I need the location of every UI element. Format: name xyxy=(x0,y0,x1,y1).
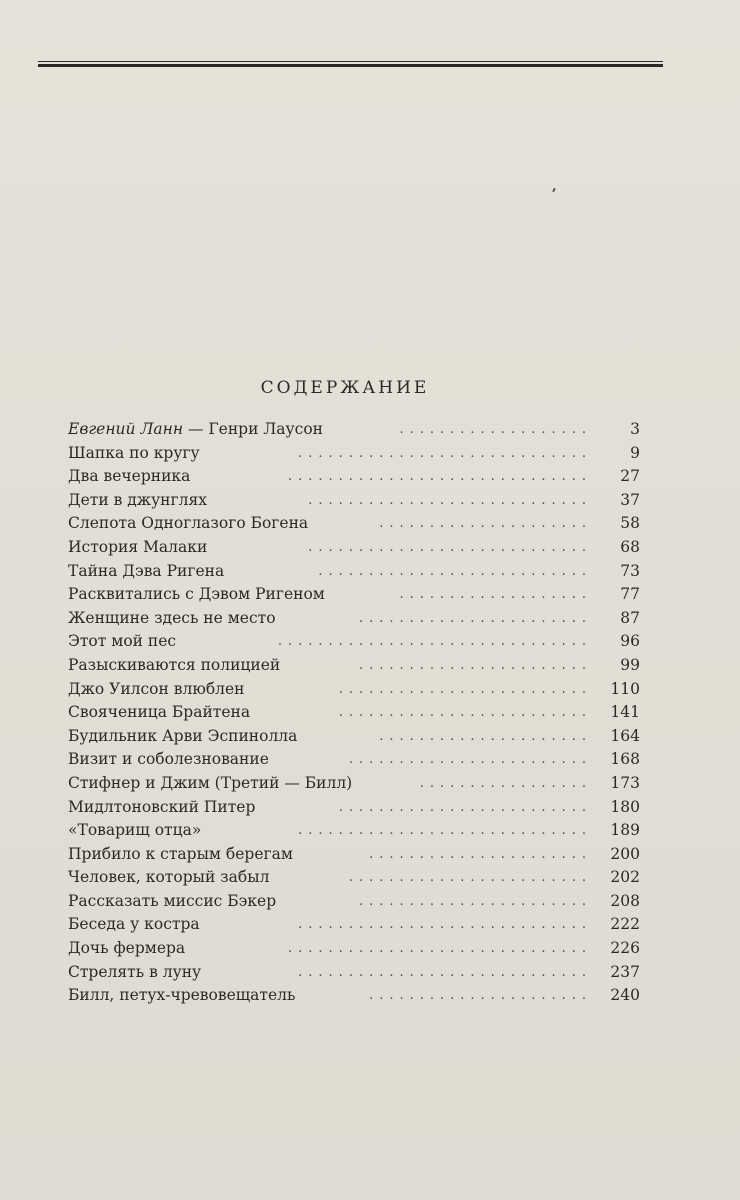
toc-entry-title xyxy=(68,701,250,725)
toc-leader-dots: ..................... xyxy=(379,516,592,532)
toc-entry-title xyxy=(68,819,201,843)
toc-entry-title-text: Стифнер и Джим (Третий — Билл) xyxy=(68,773,353,792)
toc-leader-dots: ............................... xyxy=(277,634,592,650)
toc-entry xyxy=(68,890,640,914)
toc-entry-page-number: 200 xyxy=(610,844,640,863)
toc-entry-page-number: 226 xyxy=(610,939,640,958)
toc-entry xyxy=(68,465,640,489)
toc-entry-page-number: 27 xyxy=(620,467,640,486)
toc-leader-dots: ............................ xyxy=(308,492,592,508)
toc-entry-title xyxy=(68,654,280,678)
table-of-contents xyxy=(68,418,640,1008)
toc-entry xyxy=(68,654,640,678)
toc-leader-dots: ....................... xyxy=(358,893,592,909)
toc-entry-page-number: 208 xyxy=(610,891,640,910)
toc-entry-title xyxy=(68,913,200,937)
toc-entry-title xyxy=(68,418,323,442)
toc-entry-page-number: 168 xyxy=(610,750,640,769)
toc-entry-title xyxy=(68,725,297,749)
toc-leader-dots: ...................... xyxy=(369,988,592,1004)
toc-entry-title-text: Беседа у костра xyxy=(68,915,200,934)
top-rule-thick xyxy=(38,64,663,67)
toc-entry-title xyxy=(68,984,295,1008)
toc-leader-dots: ........................... xyxy=(318,563,592,579)
toc-entry xyxy=(68,937,640,961)
toc-entry-title xyxy=(68,843,293,867)
toc-entry-page-number: 87 xyxy=(620,608,640,627)
toc-entry-title-text: Рассказать миссис Бэкер xyxy=(68,891,277,910)
toc-entry-author: Евгений Ланн xyxy=(68,420,184,438)
toc-entry-title xyxy=(68,678,245,702)
toc-entry-title-text: Джо Уилсон влюблен xyxy=(68,679,245,698)
toc-entry-title xyxy=(68,536,207,560)
toc-entry-title-text: Шапка по кругу xyxy=(68,443,200,462)
toc-entry-title-text: История Малаки xyxy=(68,537,208,556)
toc-entry-title xyxy=(68,560,224,584)
toc-entry xyxy=(68,418,640,442)
top-rule-thin xyxy=(38,61,663,62)
toc-leader-dots: ..................... xyxy=(379,728,592,744)
toc-entry xyxy=(68,961,640,985)
toc-leader-dots: ............................ xyxy=(308,539,592,555)
toc-entry-title-text: Генри Лаусон xyxy=(208,420,323,438)
toc-entry-page-number: 99 xyxy=(620,655,640,674)
toc-entry xyxy=(68,796,640,820)
toc-entry xyxy=(68,512,640,536)
toc-entry-page-number: 237 xyxy=(610,962,640,981)
toc-entry xyxy=(68,701,640,725)
toc-entry-title xyxy=(68,489,207,513)
toc-entry-title-text: Дети в джунглях xyxy=(68,490,208,509)
toc-entry-title-text: Прибило к старым берегам xyxy=(68,844,293,863)
toc-entry-title xyxy=(68,630,176,654)
toc-entry xyxy=(68,560,640,584)
toc-entry-title-text: Человек, который забыл xyxy=(68,868,270,887)
toc-entry-title-text: Слепота Одноглазого Богена xyxy=(68,514,309,533)
toc-leader-dots: .............................. xyxy=(288,469,592,485)
toc-entry xyxy=(68,583,640,607)
toc-entry xyxy=(68,866,640,890)
toc-entry-title xyxy=(68,748,269,772)
toc-entry-title-text: Женщине здесь не место xyxy=(68,608,276,627)
toc-entry-title-text: Этот мой пес xyxy=(68,632,177,651)
toc-entry xyxy=(68,984,640,1008)
toc-entry-title xyxy=(68,607,276,631)
toc-entry-page-number: 141 xyxy=(610,703,640,722)
toc-entry-title xyxy=(68,512,308,536)
toc-leader-dots: ........................ xyxy=(348,752,592,768)
toc-entry xyxy=(68,725,640,749)
toc-entry-title xyxy=(68,796,255,820)
toc-leader-dots: .............................. xyxy=(288,941,592,957)
toc-entry-page-number: 173 xyxy=(610,773,640,792)
toc-entry-title xyxy=(68,890,276,914)
toc-entry-page-number: 96 xyxy=(620,632,640,651)
toc-leader-dots: ....................... xyxy=(358,610,592,626)
toc-leader-dots: ................... xyxy=(399,422,592,437)
toc-entry-page-number: 37 xyxy=(620,490,640,509)
toc-entry-page-number: 240 xyxy=(610,986,640,1005)
toc-leader-dots: ....................... xyxy=(358,657,592,673)
toc-entry-page-number: 73 xyxy=(620,561,640,580)
toc-entry xyxy=(68,536,640,560)
toc-entry xyxy=(68,607,640,631)
toc-entry-title xyxy=(68,583,325,607)
toc-entry-page-number: 222 xyxy=(610,915,640,934)
toc-entry-page-number: 77 xyxy=(620,585,640,604)
toc-leader-dots: ......................... xyxy=(338,681,592,697)
toc-entry-page-number: 180 xyxy=(610,797,640,816)
toc-entry-title-text: Стрелять в луну xyxy=(68,962,202,981)
toc-entry xyxy=(68,819,640,843)
toc-entry-title-text: Тайна Дэва Ригена xyxy=(68,561,225,580)
toc-entry-title-text: Дочь фермера xyxy=(68,939,186,958)
toc-leader-dots: ............................. xyxy=(298,964,592,980)
toc-entry-page-number: 58 xyxy=(620,514,640,533)
toc-entry xyxy=(68,630,640,654)
toc-entry-title-text: Визит и соболезнование xyxy=(68,750,269,769)
toc-leader-dots: ................. xyxy=(419,775,592,791)
toc-entry-page-number: 9 xyxy=(630,443,640,462)
toc-leader-dots: ......................... xyxy=(338,705,592,721)
toc-entry-title-text: «Товарищ отца» xyxy=(68,821,202,840)
toc-entry-title-text: Разыскиваются полицией xyxy=(68,655,281,674)
toc-entry-title-text: Будильник Арви Эспинолла xyxy=(68,726,298,745)
toc-leader-dots: ............................. xyxy=(298,917,592,933)
toc-entry-title xyxy=(68,937,185,961)
paper-speck xyxy=(552,188,556,192)
toc-entry-title xyxy=(68,866,269,890)
toc-entry xyxy=(68,442,640,466)
toc-entry xyxy=(68,748,640,772)
contents-heading: СОДЕРЖАНИЕ xyxy=(260,378,430,398)
toc-entry xyxy=(68,913,640,937)
toc-entry xyxy=(68,772,640,796)
toc-leader-dots: ........................ xyxy=(348,870,592,886)
toc-entry-title-text: Мидлтоновский Питер xyxy=(68,797,256,816)
toc-entry-title-text: Билл, петух-чревовещатель xyxy=(68,986,296,1005)
toc-entry-page-number: 202 xyxy=(610,868,640,887)
toc-entry-separator: — xyxy=(183,420,209,438)
toc-entry-page-number: 3 xyxy=(630,420,640,438)
toc-leader-dots: ............................. xyxy=(298,445,592,461)
toc-entry xyxy=(68,678,640,702)
toc-entry-title-text: Свояченица Брайтена xyxy=(68,703,251,722)
toc-entry-page-number: 189 xyxy=(610,821,640,840)
toc-leader-dots: ............................. xyxy=(298,823,592,839)
toc-entry-page-number: 164 xyxy=(610,726,640,745)
toc-entry-title-text: Два вечерника xyxy=(68,467,191,486)
toc-leader-dots: ................... xyxy=(399,587,592,603)
toc-entry-title xyxy=(68,772,352,796)
toc-entry-title-text: Расквитались с Дэвом Ригеном xyxy=(68,585,325,604)
toc-entry-title xyxy=(68,465,190,489)
toc-entry-title xyxy=(68,961,201,985)
toc-entry-title xyxy=(68,442,200,466)
toc-entry xyxy=(68,843,640,867)
toc-entry-page-number: 68 xyxy=(620,537,640,556)
toc-leader-dots: ...................... xyxy=(369,846,592,862)
toc-entry xyxy=(68,489,640,513)
toc-entry-page-number: 110 xyxy=(610,679,640,698)
toc-leader-dots: ......................... xyxy=(338,799,592,815)
